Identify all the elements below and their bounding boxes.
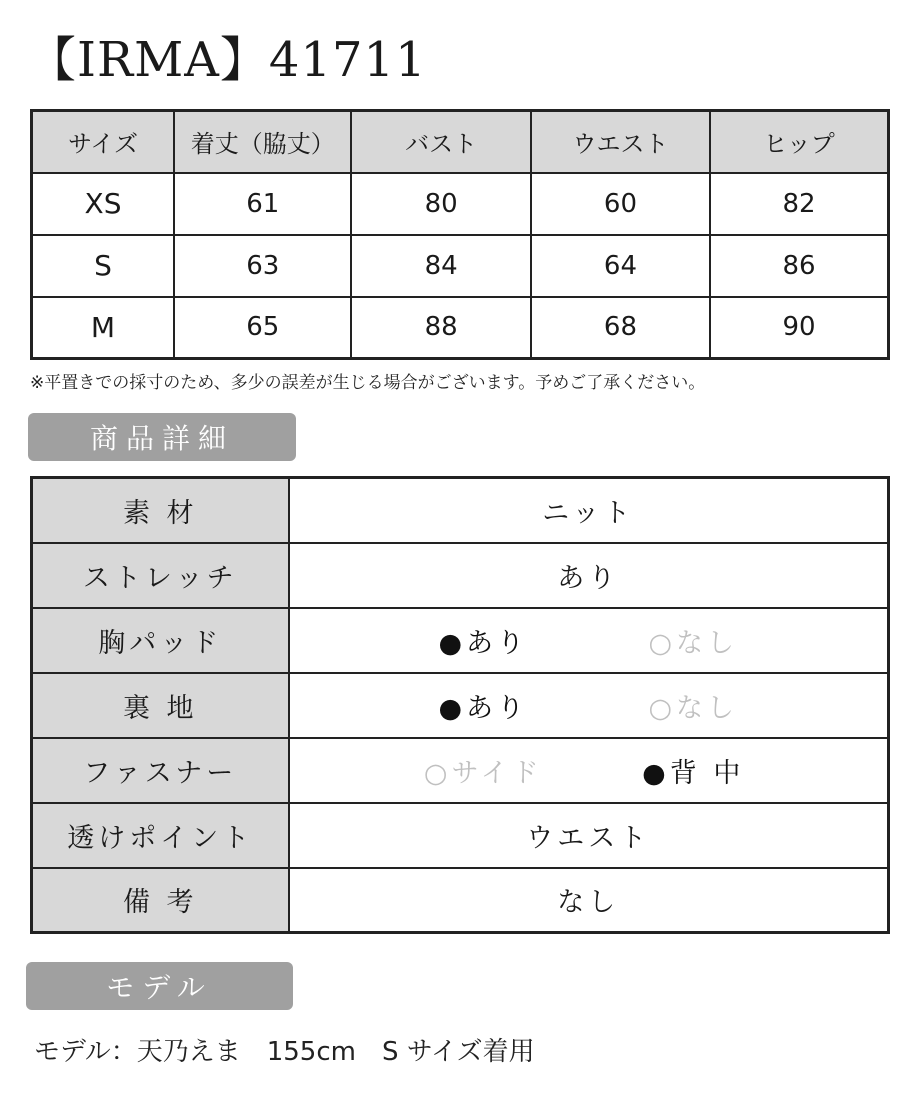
detail-value: なし xyxy=(289,868,889,933)
detail-label: 胸パッド xyxy=(32,608,289,673)
detail-label: 透けポイント xyxy=(32,803,289,868)
detail-options xyxy=(289,673,889,738)
header-waist: ウエスト xyxy=(531,111,710,173)
details-table xyxy=(30,476,890,934)
detail-value: あり xyxy=(289,543,889,608)
option-unselected: ○サイド xyxy=(423,757,543,789)
detail-label: ストレッチ xyxy=(32,543,289,608)
size-table xyxy=(30,109,890,360)
table-row xyxy=(32,173,889,235)
table-row xyxy=(32,297,889,359)
table-cell: 60 xyxy=(531,173,710,235)
header-hip: ヒップ xyxy=(710,111,888,173)
table-cell: 64 xyxy=(531,235,710,297)
table-cell: 90 xyxy=(710,297,888,359)
detail-row-sheer-point xyxy=(32,803,889,868)
detail-row-remarks xyxy=(32,868,889,933)
option-selected: ●あり xyxy=(438,627,529,659)
section-label-details: 商品詳細 xyxy=(28,413,296,461)
size-label: S xyxy=(32,235,175,297)
table-cell: 80 xyxy=(351,173,530,235)
table-cell: 61 xyxy=(174,173,351,235)
table-cell: 68 xyxy=(531,297,710,359)
detail-label: 素 材 xyxy=(32,478,289,543)
section-label-model: モデル xyxy=(26,962,293,1010)
size-label: M xyxy=(32,297,175,359)
table-cell: 88 xyxy=(351,297,530,359)
header-size: サイズ xyxy=(32,111,175,173)
detail-value: ニット xyxy=(289,478,889,543)
size-table-header-row xyxy=(32,111,889,173)
model-info: モデル：天乃えま 155cm S サイズ着用 xyxy=(34,1037,535,1067)
table-cell: 86 xyxy=(710,235,888,297)
detail-row-stretch xyxy=(32,543,889,608)
header-bust: バスト xyxy=(351,111,530,173)
table-row xyxy=(32,235,889,297)
detail-row-lining xyxy=(32,673,889,738)
detail-row-zipper xyxy=(32,738,889,803)
detail-value: ウエスト xyxy=(289,803,889,868)
option-selected: ●あり xyxy=(438,692,529,724)
table-cell: 84 xyxy=(351,235,530,297)
table-cell: 82 xyxy=(710,173,888,235)
header-length: 着丈（脇丈） xyxy=(174,111,351,173)
detail-label: 備 考 xyxy=(32,868,289,933)
table-cell: 65 xyxy=(174,297,351,359)
detail-row-material xyxy=(32,478,889,543)
option-unselected: ○なし xyxy=(648,692,739,724)
table-cell: 63 xyxy=(174,235,351,297)
detail-label: ファスナー xyxy=(32,738,289,803)
detail-row-chest-pad xyxy=(32,608,889,673)
detail-label: 裏 地 xyxy=(32,673,289,738)
option-selected: ●背 中 xyxy=(642,757,745,789)
page-title: 【IRMA】41711 xyxy=(28,32,427,88)
size-label: XS xyxy=(32,173,175,235)
detail-options xyxy=(289,738,889,803)
measurement-note: ※平置きでの採寸のため、多少の誤差が生じる場合がございます。予めご了承ください。 xyxy=(30,373,706,393)
detail-options xyxy=(289,608,889,673)
option-unselected: ○なし xyxy=(648,627,739,659)
